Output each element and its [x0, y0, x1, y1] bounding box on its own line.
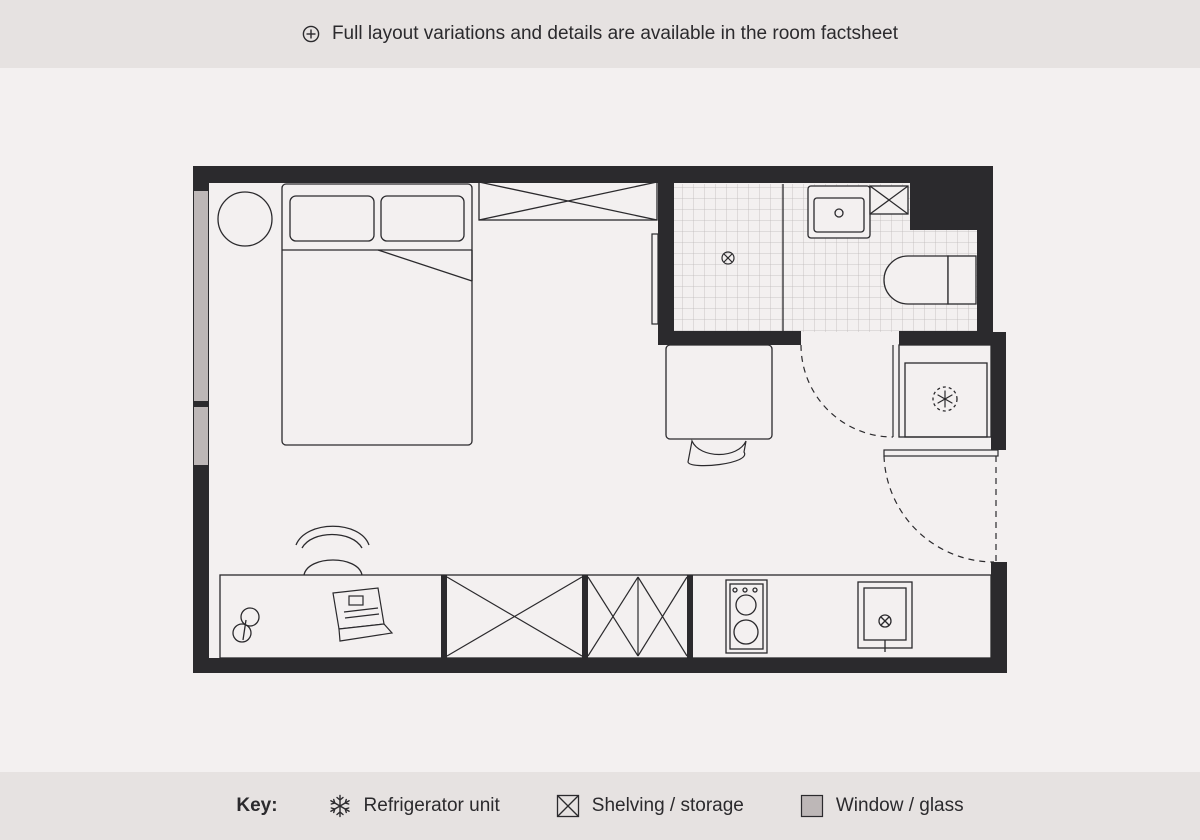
- counter-dividers: [441, 575, 693, 658]
- grey-square-icon: [800, 794, 824, 818]
- basin: [808, 186, 870, 238]
- floor-plan-drawing: [0, 68, 1200, 772]
- legend-item-shelving: [556, 794, 744, 818]
- top-shelving: [479, 182, 657, 220]
- legend-item-label: Shelving / storage: [591, 795, 744, 816]
- legend-item-refrigerator: [328, 794, 500, 818]
- factsheet-note-text: Full layout variations and details are available in the room factsheet: [331, 23, 899, 44]
- crossed-box-icon: [556, 794, 580, 818]
- bathroom-sliding-door: [652, 234, 658, 324]
- laptop: [333, 588, 392, 641]
- snowflake-icon: [328, 794, 352, 818]
- bathroom-door-swing: [801, 345, 893, 437]
- cooktop: [726, 580, 767, 653]
- legend-item-window: [800, 794, 964, 818]
- desk-lamp: [233, 608, 259, 642]
- dining-table: [666, 345, 772, 439]
- dining-chair: [688, 441, 746, 466]
- side-table: [218, 192, 272, 246]
- bathroom-storage: [870, 186, 908, 214]
- legend: [0, 772, 1200, 840]
- legend-title: Key:: [236, 795, 278, 816]
- toilet: [884, 256, 976, 304]
- snowflake-icon: [938, 391, 952, 407]
- kitchen-sink: [858, 582, 912, 652]
- floor-plan: [0, 68, 1200, 772]
- entry-door: [884, 450, 998, 562]
- top-banner: [0, 0, 1200, 68]
- window-glass: [194, 191, 208, 465]
- factsheet-note: [302, 23, 898, 45]
- desk-chair: [296, 526, 369, 575]
- plus-circle-icon: [302, 25, 320, 43]
- counter-storage: [447, 577, 687, 656]
- bed: [282, 184, 472, 445]
- legend-item-label: Refrigerator unit: [363, 795, 500, 816]
- legend-item-label: Window / glass: [835, 795, 964, 816]
